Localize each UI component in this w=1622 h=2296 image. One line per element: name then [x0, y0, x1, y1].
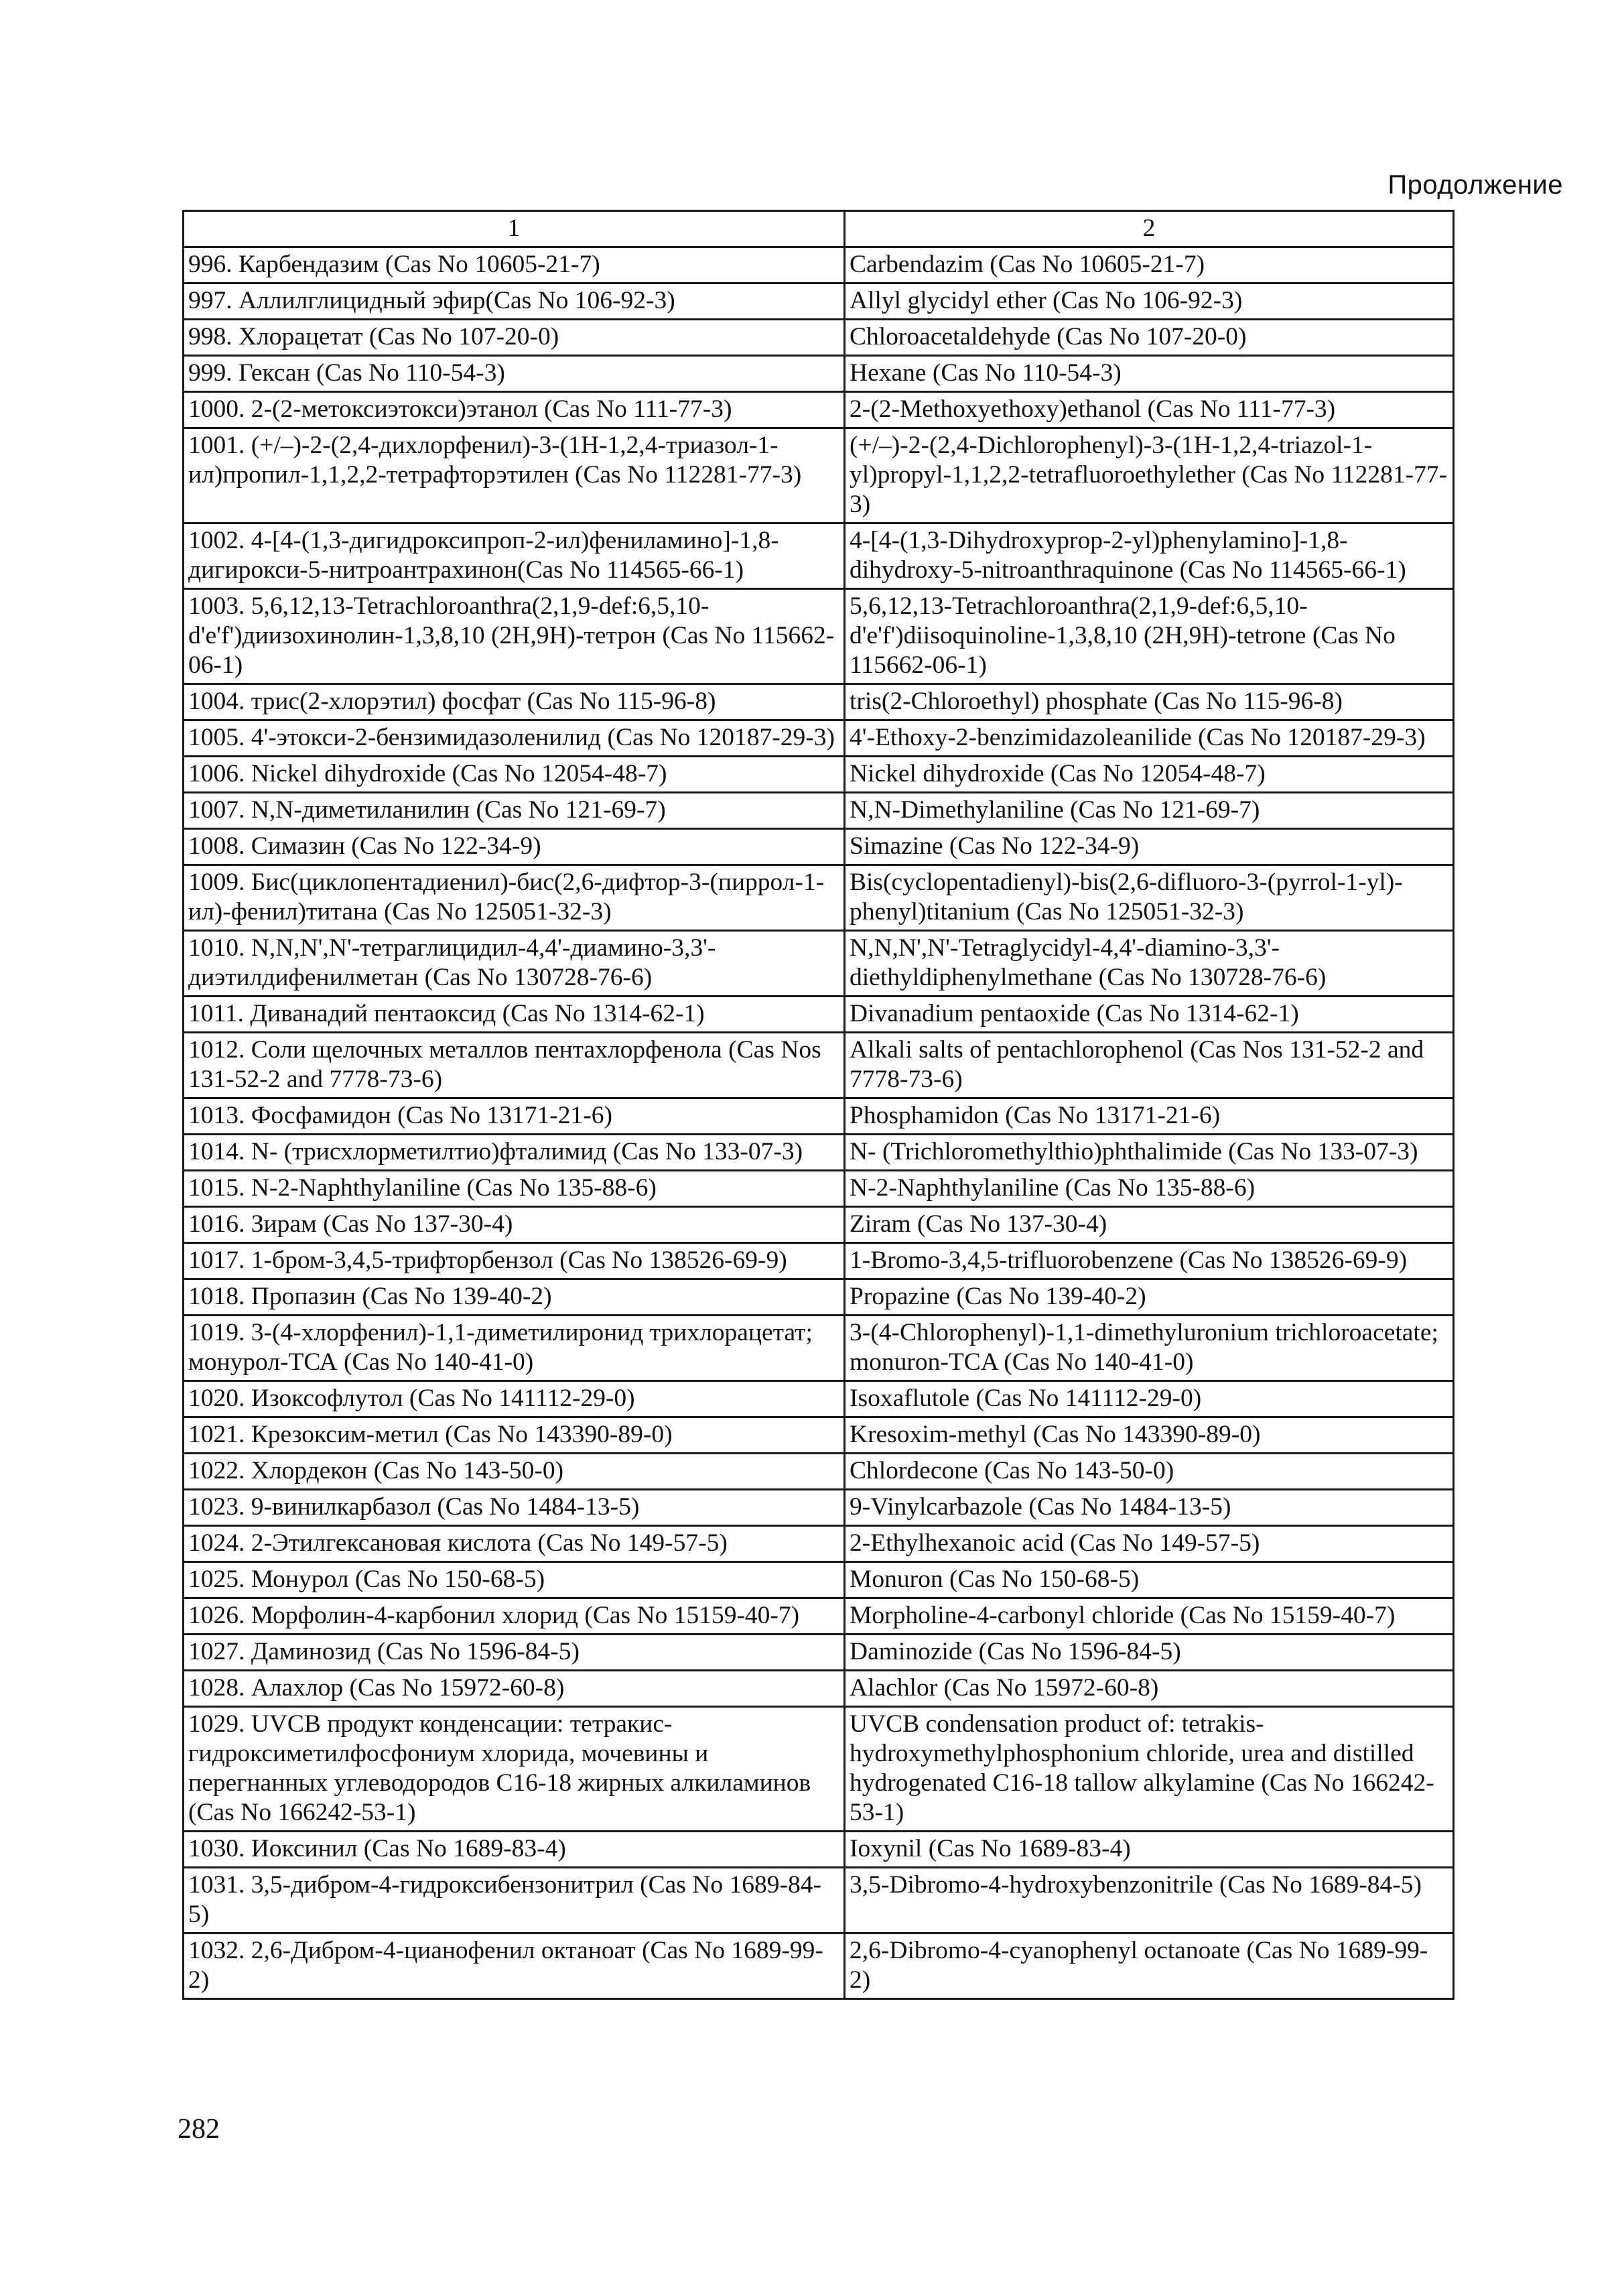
table-row: [184, 1933, 1454, 1999]
cell-english-name: Carbendazim (Cas No 10605-21-7): [845, 247, 1454, 283]
cell-english-name: N,N-Dimethylaniline (Cas No 121-69-7): [845, 793, 1454, 829]
cell-english-name: Ioxynil (Cas No 1689-83-4): [845, 1832, 1454, 1868]
cell-russian-name: 1019. 3-(4-хлорфенил)-1,1-диметилиронид трихлорацетат; монурол-ТСА (Cas No 140-41-0): [184, 1316, 845, 1381]
cell-russian-name: 1005. 4'-этокси-2-бензимидазоленилид (Cas No 120187-29-3): [184, 720, 845, 757]
table-row: [184, 1526, 1454, 1562]
cell-russian-name: 1024. 2-Этилгексановая кислота (Cas No 149-57-5): [184, 1526, 845, 1562]
cell-russian-name: 1025. Монурол (Cas No 150-68-5): [184, 1562, 845, 1598]
table-row: [184, 1207, 1454, 1243]
table-row: [184, 1671, 1454, 1707]
cell-russian-name: 1032. 2,6-Дибром-4-цианофенил октаноат (Cas No 1689-99-2): [184, 1933, 845, 1999]
cell-russian-name: 1006. Nickel dihydroxide (Cas No 12054-48-7): [184, 757, 845, 793]
cell-english-name: Morpholine-4-carbonyl chloride (Cas No 15159-40-7): [845, 1598, 1454, 1635]
cell-english-name: 9-Vinylcarbazole (Cas No 1484-13-5): [845, 1490, 1454, 1526]
cell-english-name: Divanadium pentaoxide (Cas No 1314-62-1): [845, 997, 1454, 1033]
column-header-2: 2: [845, 211, 1454, 247]
cell-russian-name: 1011. Диванадий пентаоксид (Cas No 1314-62-1): [184, 997, 845, 1033]
cell-russian-name: 1009. Бис(циклопентадиенил)-бис(2,6-дифтор-3-(пиррол-1-ил)-фенил)титана (Cas No 125051-32-3): [184, 865, 845, 931]
cell-russian-name: 1001. (+/–)-2-(2,4-дихлорфенил)-3-(1H-1,2,4-триазол-1-ил)пропил-1,1,2,2-тетрафторэтилен (Cas No 112281-77-3): [184, 428, 845, 523]
cell-russian-name: 996. Карбендазим (Cas No 10605-21-7): [184, 247, 845, 283]
cell-english-name: Chloroacetaldehyde (Cas No 107-20-0): [845, 320, 1454, 356]
table-row: [184, 1707, 1454, 1832]
cell-russian-name: 1023. 9-винилкарбазол (Cas No 1484-13-5): [184, 1490, 845, 1526]
table-header-row: [184, 211, 1454, 247]
cell-english-name: Propazine (Cas No 139-40-2): [845, 1279, 1454, 1316]
cell-russian-name: 1012. Соли щелочных металлов пентахлорфенола (Cas Nos 131-52-2 and 7778-73-6): [184, 1033, 845, 1098]
table-row: [184, 1562, 1454, 1598]
cell-english-name: N- (Trichloromethylthio)phthalimide (Cas No 133-07-3): [845, 1135, 1454, 1171]
table-row: [184, 865, 1454, 931]
table-row: [184, 428, 1454, 523]
table-row: [184, 1316, 1454, 1381]
table-row: [184, 1417, 1454, 1454]
cell-russian-name: 1031. 3,5-дибром-4-гидроксибензонитрил (Cas No 1689-84-5): [184, 1868, 845, 1933]
table-row: [184, 320, 1454, 356]
cell-english-name: 2-Ethylhexanoic acid (Cas No 149-57-5): [845, 1526, 1454, 1562]
cell-russian-name: 1020. Изоксофлутол (Cas No 141112-29-0): [184, 1381, 845, 1417]
cell-russian-name: 1027. Даминозид (Cas No 1596-84-5): [184, 1635, 845, 1671]
cell-english-name: N,N,N',N'-Tetraglycidyl-4,4'-diamino-3,3'-diethyldiphenylmethane (Cas No 130728-76-6): [845, 931, 1454, 997]
table-row: [184, 356, 1454, 392]
cell-english-name: 4-[4-(1,3-Dihydroxyprop-2-yl)phenylamino]-1,8-dihydroxy-5-nitroanthraquinone (Cas No 114565-66-1): [845, 523, 1454, 589]
cell-russian-name: 1028. Алахлор (Cas No 15972-60-8): [184, 1671, 845, 1707]
table-row: [184, 1098, 1454, 1135]
table-row: [184, 1033, 1454, 1098]
cell-english-name: Hexane (Cas No 110-54-3): [845, 356, 1454, 392]
table-row: [184, 1598, 1454, 1635]
cell-russian-name: 1021. Крезоксим-метил (Cas No 143390-89-0): [184, 1417, 845, 1454]
continuation-label: Продолжение: [1388, 170, 1563, 200]
cell-russian-name: 1010. N,N,N',N'-тетраглицидил-4,4'-диамино-3,3'-диэтилдифенилметан (Cas No 130728-76-6): [184, 931, 845, 997]
cell-english-name: tris(2-Chloroethyl) phosphate (Cas No 115-96-8): [845, 684, 1454, 720]
cell-russian-name: 1014. N- (трисхлорметилтио)фталимид (Cas No 133-07-3): [184, 1135, 845, 1171]
table-row: [184, 1454, 1454, 1490]
cell-russian-name: 998. Хлорацетат (Cas No 107-20-0): [184, 320, 845, 356]
table-row: [184, 589, 1454, 684]
cell-english-name: Alachlor (Cas No 15972-60-8): [845, 1671, 1454, 1707]
table-row: [184, 1832, 1454, 1868]
cell-english-name: 5,6,12,13-Tetrachloroanthra(2,1,9-def:6,5,10-d'e'f')diisoquinoline-1,3,8,10 (2H,9H)-tetrone (Cas No 115662-06-1): [845, 589, 1454, 684]
cell-russian-name: 1004. трис(2-хлорэтил) фосфат (Cas No 115-96-8): [184, 684, 845, 720]
table-row: [184, 757, 1454, 793]
cell-russian-name: 1026. Морфолин-4-карбонил хлорид (Cas No 15159-40-7): [184, 1598, 845, 1635]
cell-russian-name: 997. Аллилглицидный эфир(Cas No 106-92-3): [184, 283, 845, 320]
table-row: [184, 1135, 1454, 1171]
cell-english-name: Phosphamidon (Cas No 13171-21-6): [845, 1098, 1454, 1135]
cell-english-name: Alkali salts of pentachlorophenol (Cas Nos 131-52-2 and 7778-73-6): [845, 1033, 1454, 1098]
column-header-1: 1: [184, 211, 845, 247]
cell-russian-name: 1022. Хлордекон (Cas No 143-50-0): [184, 1454, 845, 1490]
table-body: [184, 247, 1454, 1999]
cell-russian-name: 1013. Фосфамидон (Cas No 13171-21-6): [184, 1098, 845, 1135]
table-row: [184, 684, 1454, 720]
cell-russian-name: 1018. Пропазин (Cas No 139-40-2): [184, 1279, 845, 1316]
cell-russian-name: 1030. Иоксинил (Cas No 1689-83-4): [184, 1832, 845, 1868]
cell-russian-name: 1002. 4-[4-(1,3-дигидроксипроп-2-ил)фениламино]-1,8-дигирокси-5-нитроантрахинон(Cas No 114565-66-1): [184, 523, 845, 589]
cell-russian-name: 1003. 5,6,12,13-Tetrachloroanthra(2,1,9-def:6,5,10-d'e'f')диизохинолин-1,3,8,10 (2H,9H)-тетрон (Cas No 115662-06-1): [184, 589, 845, 684]
table-row: [184, 1490, 1454, 1526]
cell-english-name: Kresoxim-methyl (Cas No 143390-89-0): [845, 1417, 1454, 1454]
page-number: 282: [178, 2114, 220, 2145]
table-row: [184, 1381, 1454, 1417]
cell-russian-name: 1008. Симазин (Cas No 122-34-9): [184, 829, 845, 865]
table-row: [184, 829, 1454, 865]
cell-russian-name: 999. Гексан (Cas No 110-54-3): [184, 356, 845, 392]
cell-english-name: Simazine (Cas No 122-34-9): [845, 829, 1454, 865]
table-row: [184, 247, 1454, 283]
table-row: [184, 793, 1454, 829]
table-row: [184, 1171, 1454, 1207]
cell-english-name: 1-Bromo-3,4,5-trifluorobenzene (Cas No 138526-69-9): [845, 1243, 1454, 1279]
cell-english-name: 2-(2-Methoxyethoxy)ethanol (Cas No 111-77-3): [845, 392, 1454, 428]
cell-english-name: Monuron (Cas No 150-68-5): [845, 1562, 1454, 1598]
cell-english-name: 4'-Ethoxy-2-benzimidazoleanilide (Cas No 120187-29-3): [845, 720, 1454, 757]
cell-english-name: N-2-Naphthylaniline (Cas No 135-88-6): [845, 1171, 1454, 1207]
cell-english-name: UVCB condensation product of: tetrakis-hydroxymethylphosphonium chloride, urea and distilled hydrogenated C16-18 tallow alkylamine (Cas No 166242-53-1): [845, 1707, 1454, 1832]
cell-english-name: Nickel dihydroxide (Cas No 12054-48-7): [845, 757, 1454, 793]
cell-english-name: 3-(4-Chlorophenyl)-1,1-dimethyluronium trichloroacetate; monuron-TCA (Cas No 140-41-0): [845, 1316, 1454, 1381]
table-row: [184, 392, 1454, 428]
cell-english-name: Allyl glycidyl ether (Cas No 106-92-3): [845, 283, 1454, 320]
cell-russian-name: 1015. N-2-Naphthylaniline (Cas No 135-88-6): [184, 1171, 845, 1207]
table-row: [184, 1635, 1454, 1671]
table-row: [184, 1868, 1454, 1933]
cell-english-name: Daminozide (Cas No 1596-84-5): [845, 1635, 1454, 1671]
table-row: [184, 997, 1454, 1033]
cell-russian-name: 1017. 1-бром-3,4,5-трифторбензол (Cas No 138526-69-9): [184, 1243, 845, 1279]
cell-russian-name: 1007. N,N-диметиланилин (Cas No 121-69-7): [184, 793, 845, 829]
cell-english-name: Chlordecone (Cas No 143-50-0): [845, 1454, 1454, 1490]
table-row: [184, 1243, 1454, 1279]
cell-russian-name: 1000. 2-(2-метоксиэтокси)этанол (Cas No 111-77-3): [184, 392, 845, 428]
cell-english-name: (+/–)-2-(2,4-Dichlorophenyl)-3-(1H-1,2,4-triazol-1-yl)propyl-1,1,2,2-tetrafluoroethylether (Cas No 112281-77-3): [845, 428, 1454, 523]
table-row: [184, 931, 1454, 997]
table-row: [184, 283, 1454, 320]
cell-english-name: 2,6-Dibromo-4-cyanophenyl octanoate (Cas No 1689-99-2): [845, 1933, 1454, 1999]
substance-table: [182, 210, 1455, 2000]
table-row: [184, 523, 1454, 589]
table-row: [184, 1279, 1454, 1316]
table-row: [184, 720, 1454, 757]
cell-english-name: Isoxaflutole (Cas No 141112-29-0): [845, 1381, 1454, 1417]
cell-english-name: Bis(cyclopentadienyl)-bis(2,6-difluoro-3-(pyrrol-1-yl)-phenyl)titanium (Cas No 125051-32-3): [845, 865, 1454, 931]
cell-english-name: 3,5-Dibromo-4-hydroxybenzonitrile (Cas No 1689-84-5): [845, 1868, 1454, 1933]
cell-english-name: Ziram (Cas No 137-30-4): [845, 1207, 1454, 1243]
cell-russian-name: 1016. Зирам (Cas No 137-30-4): [184, 1207, 845, 1243]
cell-russian-name: 1029. UVCB продукт конденсации: тетракис-гидроксиметилфосфониум хлорида, мочевины и перегнанных углеводородов C16-18 жирных алкиламинов (Cas No 166242-53-1): [184, 1707, 845, 1832]
